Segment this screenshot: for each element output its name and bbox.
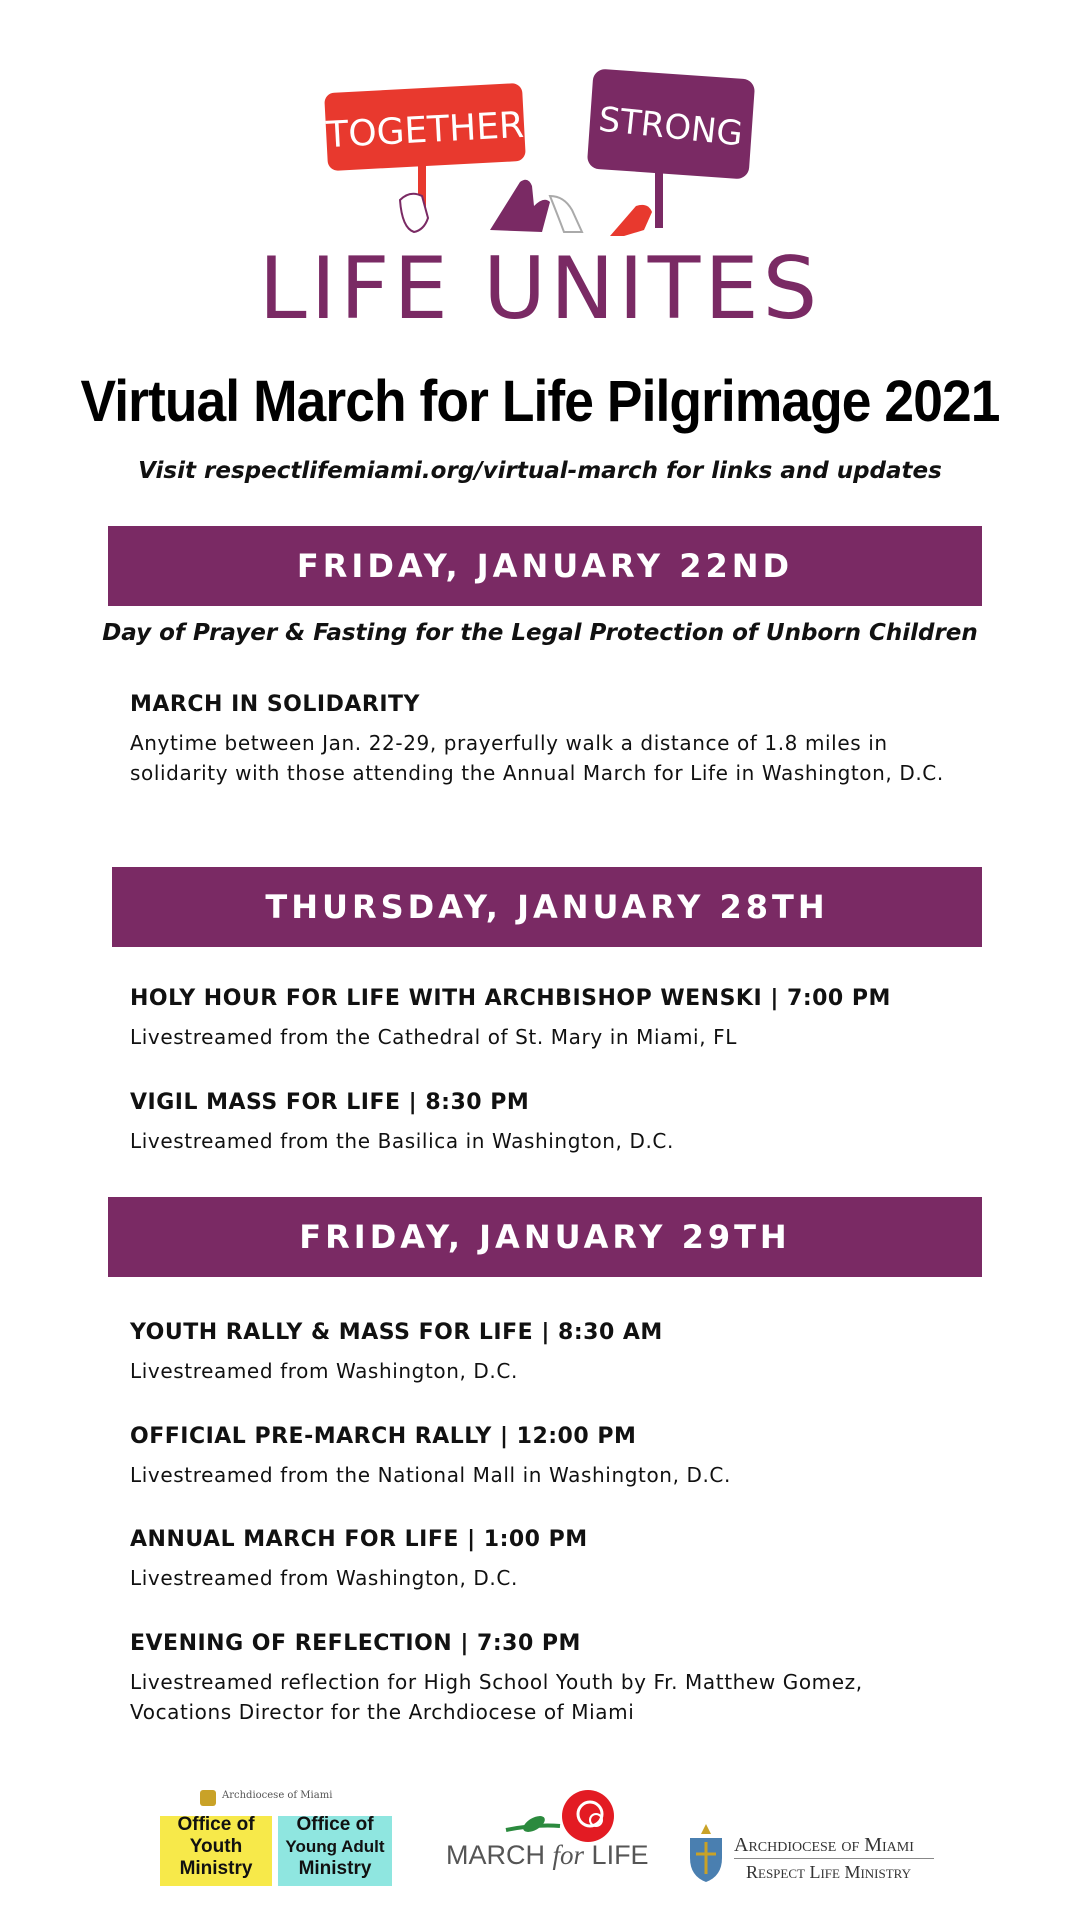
ym-line-3: Ministry bbox=[179, 1858, 253, 1879]
sign-right-text: STRONG bbox=[596, 99, 745, 155]
yam-line-1: Office of bbox=[296, 1814, 374, 1835]
day-banner-jan-29: FRIDAY, JANUARY 29TH bbox=[108, 1197, 982, 1277]
together-sign bbox=[324, 83, 526, 224]
ym-line-1: Office of bbox=[177, 1814, 255, 1835]
event-title: OFFICIAL PRE-MARCH RALLY | 12:00 PM bbox=[130, 1424, 637, 1449]
arch-line-1: Archdiocese of Miami bbox=[734, 1834, 914, 1856]
youth-ministry-logo bbox=[160, 1790, 400, 1890]
page-title: Virtual March for Life Pilgrimage 2021 bbox=[80, 369, 1000, 434]
mfl-life-text: LIFE bbox=[591, 1840, 649, 1870]
page-subtitle: Visit respectlifemiami.org/virtual-march for links and updates bbox=[138, 458, 942, 484]
yam-line-2: Young Adult bbox=[285, 1837, 385, 1856]
event-description: Livestreamed from Washington, D.C. bbox=[130, 1359, 518, 1383]
ym-archdiocese-text: Archdiocese of Miami bbox=[222, 1790, 333, 1801]
event-description: Livestreamed from the Cathedral of St. Mary in Miami, FL bbox=[130, 1025, 737, 1049]
event-title: MARCH IN SOLIDARITY bbox=[130, 692, 420, 717]
event-title: HOLY HOUR FOR LIFE WITH ARCHBISHOP WENSKI | 7:00 PM bbox=[130, 986, 891, 1011]
event-title: VIGIL MASS FOR LIFE | 8:30 PM bbox=[130, 1090, 530, 1115]
event-description: Livestreamed from the Basilica in Washington, D.C. bbox=[130, 1129, 674, 1153]
mfl-march-text: MARCH bbox=[446, 1840, 545, 1870]
day-tagline: Day of Prayer & Fasting for the Legal Protection of Unborn Children bbox=[102, 620, 978, 646]
hands-icon bbox=[400, 180, 652, 236]
arch-line-2: Respect Life Ministry bbox=[746, 1862, 912, 1882]
event-description: Livestreamed from Washington, D.C. bbox=[130, 1566, 518, 1590]
coat-of-arms-icon bbox=[686, 1824, 726, 1884]
cross-icon bbox=[200, 1790, 216, 1806]
yam-line-3: Ministry bbox=[298, 1858, 372, 1879]
event-title: ANNUAL MARCH FOR LIFE | 1:00 PM bbox=[130, 1527, 588, 1552]
life-unites-wordmark: LIFE UNITES bbox=[258, 239, 822, 339]
event-description: Livestreamed reflection for High School Youth by Fr. Matthew Gomez, Vocations Director for the Archdiocese of Miami bbox=[130, 1670, 863, 1724]
strong-sign bbox=[587, 68, 756, 228]
sign-left-text: TOGETHER bbox=[325, 104, 526, 157]
day-banner-jan-28: THURSDAY, JANUARY 28TH bbox=[112, 867, 982, 947]
day-banner-jan-22: FRIDAY, JANUARY 22ND bbox=[108, 526, 982, 606]
ym-line-2: Youth bbox=[189, 1836, 243, 1857]
event-description: Livestreamed from the National Mall in Washington, D.C. bbox=[130, 1463, 731, 1487]
life-unites-logo bbox=[258, 60, 822, 340]
march-for-life-logo bbox=[446, 1790, 649, 1890]
mfl-for-text: for bbox=[552, 1840, 585, 1870]
event-title: YOUTH RALLY & MASS FOR LIFE | 8:30 AM bbox=[130, 1320, 663, 1345]
archdiocese-respect-life-logo bbox=[686, 1790, 946, 1890]
event-description: Anytime between Jan. 22-29, prayerfully walk a distance of 1.8 miles in solidarity with those attending the Annual March for Life in Washington, D.C. bbox=[130, 731, 944, 785]
event-title: EVENING OF REFLECTION | 7:30 PM bbox=[130, 1631, 581, 1656]
